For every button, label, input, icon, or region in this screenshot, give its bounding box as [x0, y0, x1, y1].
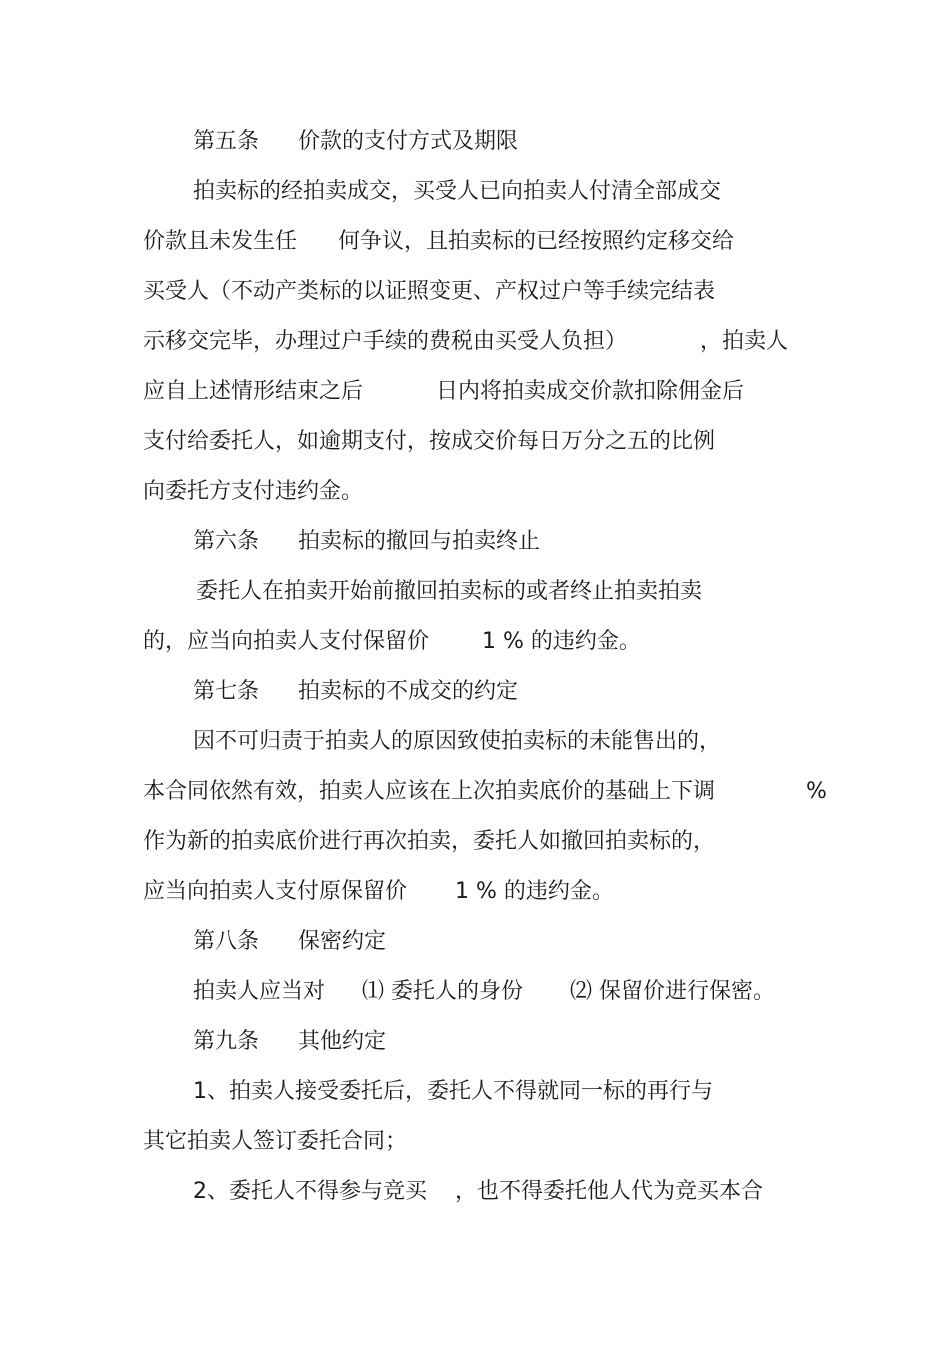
text-segment: 的，应当向拍卖人支付保留价 [143, 629, 430, 654]
body-line [0, 977, 775, 1007]
text-segment: 向委托方支付违约金。 [143, 479, 364, 504]
article-number: 第九条 [193, 1029, 260, 1054]
text-segment: 2、委托人不得参与竞买 [193, 1179, 427, 1204]
article-title: 拍卖标的撤回与拍卖终止 [298, 529, 541, 554]
body-line [0, 777, 827, 807]
text-segment: 拍卖标的经拍卖成交，买受人已向拍卖人付清全部成交 [193, 179, 722, 204]
text-segment: ⑵ 保留价进行保密。 [570, 979, 775, 1004]
article-number: 第七条 [193, 679, 260, 704]
body-line [0, 627, 641, 657]
text-segment: % [806, 779, 827, 804]
article-7-heading [0, 677, 519, 707]
text-segment: 其它拍卖人签订委托合同； [143, 1129, 408, 1154]
text-segment: 价款且未发生任 [143, 229, 298, 254]
text-segment: ，也不得委托他人代为竞买本合 [455, 1179, 764, 1204]
body-line [0, 577, 703, 607]
body-line [0, 1127, 408, 1157]
body-line [0, 327, 789, 357]
text-segment: 作为新的拍卖底价进行再次拍卖，委托人如撤回拍卖标的， [143, 829, 716, 854]
text-segment: 因不可归责于拍卖人的原因致使拍卖标的未能售出的， [193, 729, 722, 754]
text-segment: 拍卖人应当对 [193, 979, 326, 1004]
text-segment: 1 % 的违约金。 [455, 879, 614, 904]
text-segment: 委托人在拍卖开始前撤回拍卖标的或者终止拍卖拍卖 [196, 579, 703, 604]
text-segment: 何争议，且拍卖标的已经按照约定移交给 [338, 229, 735, 254]
body-line [0, 877, 614, 907]
text-segment: 示移交完毕，办理过户手续的费税由买受人负担） [143, 329, 628, 354]
article-number: 第五条 [193, 129, 260, 154]
article-title: 拍卖标的不成交的约定 [298, 679, 519, 704]
body-line [0, 427, 716, 457]
article-5-heading [0, 127, 519, 157]
article-9-heading [0, 1027, 387, 1057]
text-segment: 支付给委托人，如逾期支付，按成交价每日万分之五的比例 [143, 429, 716, 454]
body-line [0, 1077, 713, 1107]
article-6-heading [0, 527, 541, 557]
body-line [0, 177, 722, 207]
article-number: 第八条 [193, 929, 260, 954]
text-segment: 应当向拍卖人支付原保留价 [143, 879, 408, 904]
body-line [0, 377, 745, 407]
text-segment: 买受人（不动产类标的以证照变更、产权过户等手续完结表 [143, 279, 716, 304]
body-line [0, 477, 364, 507]
text-segment: 1 % 的违约金。 [482, 629, 641, 654]
article-title: 其他约定 [298, 1029, 387, 1054]
body-line [0, 827, 716, 857]
text-segment: ⑴ 委托人的身份 [362, 979, 523, 1004]
body-line [0, 727, 722, 757]
text-segment: 日内将拍卖成交价款扣除佣金后 [436, 379, 745, 404]
article-title: 保密约定 [298, 929, 387, 954]
text-segment: 应自上述情形结束之后 [143, 379, 364, 404]
article-8-heading [0, 927, 387, 957]
body-line [0, 1177, 764, 1207]
text-segment: 本合同依然有效，拍卖人应该在上次拍卖底价的基础上下调 [143, 779, 716, 804]
article-number: 第六条 [193, 529, 260, 554]
body-line [0, 227, 735, 257]
body-line [0, 277, 716, 307]
text-segment: ，拍卖人 [700, 329, 789, 354]
text-segment: 1、拍卖人接受委托后，委托人不得就同一标的再行与 [193, 1079, 713, 1104]
article-title: 价款的支付方式及期限 [298, 129, 519, 154]
